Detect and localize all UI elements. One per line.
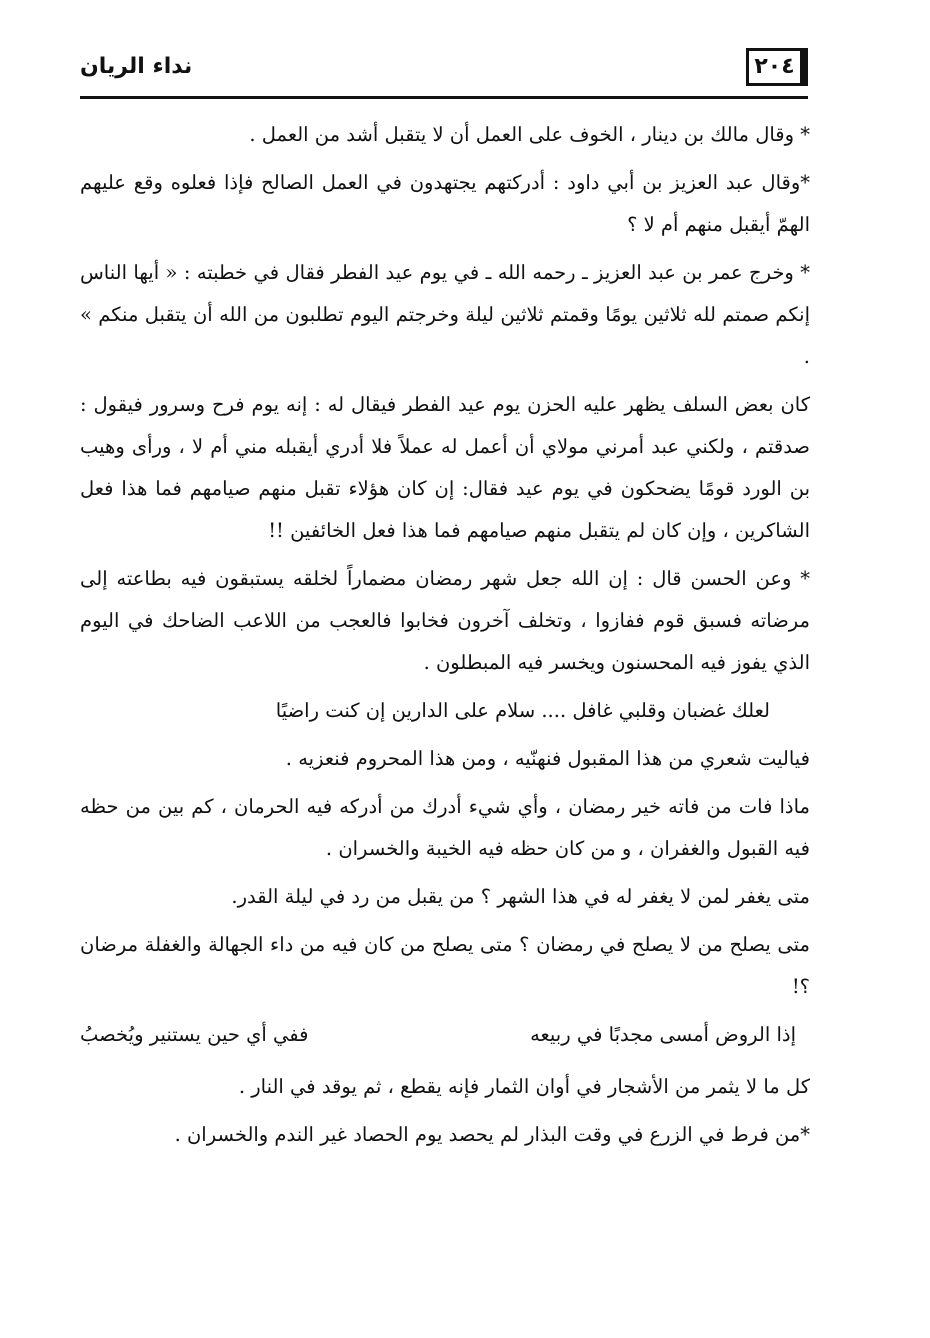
page-header — [80, 40, 808, 99]
page-number: ٢٠٤ — [746, 48, 808, 86]
paragraph-layta: فياليت شعري من هذا المقبول فنهنّيه ، ومن هذا المحروم فنعزيه . — [285, 747, 810, 770]
couplet-first-hemistich: إذا الروض أمسى مجدبًا في ربيعه — [530, 1023, 796, 1046]
paragraph-mata-yaslah: متى يصلح من لا يصلح في رمضان ؟ متى يصلح من كان فيه من داء الجهالة والغفلة مرضان ؟! — [80, 933, 810, 998]
verse-line: لعلك غضبان وقلبي غافل .... سلام على الدارين إن كنت راضيًا — [275, 699, 770, 722]
paragraph-mada-fat: ماذا فات من فاته خير رمضان ، وأي شيء أدرك من أدركه فيه الحرمان ، كم بين من حظه فيه القبول والغفران ، و من كان حظه فيه الخيبة والخسران . — [80, 795, 810, 860]
paragraph-salaf: كان بعض السلف يظهر عليه الحزن يوم عيد الفطر فيقال له : إنه يوم فرح وسرور فيقول : صدقتم ، ولكني عبد أمرني مولاي أن أعمل له عملاً فلا أدري أيقبله مني أم لا ، ورأى وهيب بن الورد قومًا يضحكون في يوم عيد فقال: إن كان هؤلاء تقبل منهم صيامهم فما هذا فعل الشاكرين ، وإن كان لم يتقبل منهم صيامهم فما هذا فعل الخائفين !! — [80, 393, 810, 542]
paragraph-mata-yughfar: متى يغفر لمن لا يغفر له في هذا الشهر ؟ من يقبل من رد في ليلة القدر. — [231, 885, 810, 908]
paragraph-abdulaziz: *وقال عبد العزيز بن أبي داود : أدركتهم يجتهدون في العمل الصالح فإذا فعلوه وقع عليهم الهمّ أيقبل منهم أم لا ؟ — [80, 171, 810, 236]
book-title: نداء الريان — [80, 54, 193, 79]
poem-couplet — [80, 1014, 810, 1056]
paragraph-ashjar: كل ما لا يثمر من الأشجار في أوان الثمار فإنه يقطع ، ثم يوقد في النار . — [238, 1075, 810, 1098]
couplet-second-hemistich: ففي أي حين يستنير ويُخصبُ — [80, 1023, 309, 1046]
paragraph-hasan: * وعن الحسن قال : إن الله جعل شهر رمضان مضماراً لخلقه يستبقون فيه بطاعته إلى مرضاته فسبق قوم ففازوا ، وتخلف آخرون فخابوا فالعجب من اللاعب الضاحك في اليوم الذي يفوز فيه المحسنون ويخسر فيه المبطلون . — [80, 567, 810, 674]
paragraph-umar: * وخرج عمر بن عبد العزيز ـ رحمه الله ـ في يوم عيد الفطر فقال في خطبته : « أيها الناس إنكم صمتم لله ثلاثين يومًا وقمتم ثلاثين ليلة وخرجتم اليوم تطلبون من الله أن يتقبل منكم » . — [80, 261, 810, 368]
paragraph-zar: *من فرط في الزرع في وقت البذار لم يحصد يوم الحصاد غير الندم والخسران . — [174, 1123, 810, 1146]
paragraph-malik: * وقال مالك بن دينار ، الخوف على العمل أن لا يتقبل أشد من العمل . — [249, 123, 810, 146]
body-text — [80, 114, 810, 1162]
